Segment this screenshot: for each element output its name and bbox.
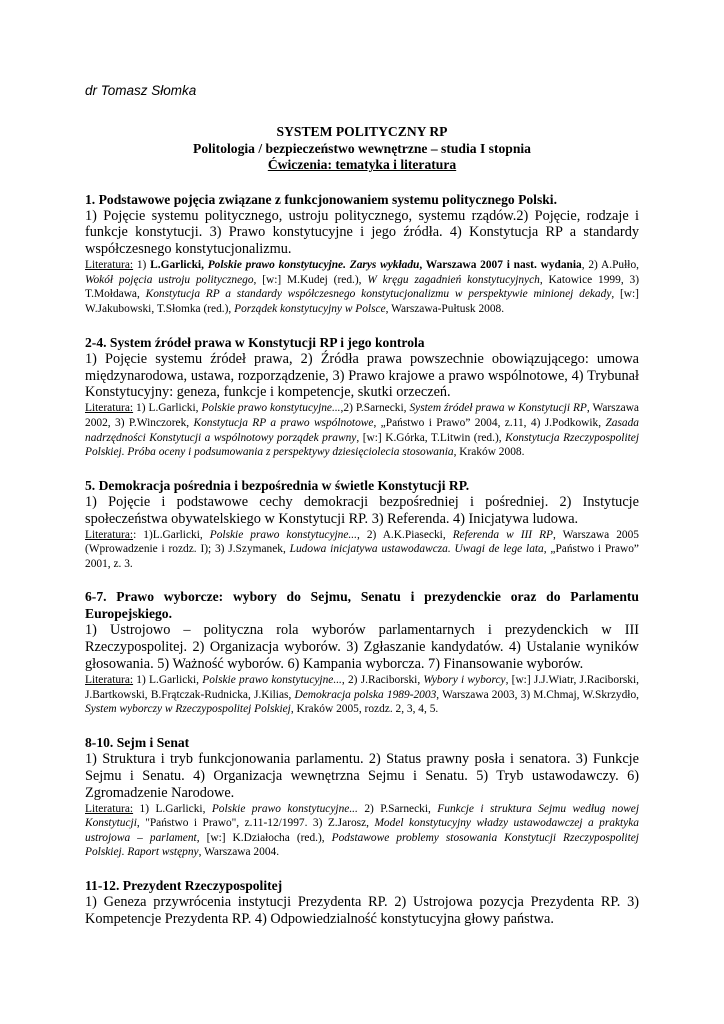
section-title: 5. Demokracja pośrednia i bezpośrednia w świetle Konstytucji RP. bbox=[85, 477, 470, 493]
literature-run: Konstytucja RP a prawo wspólnotowe bbox=[193, 416, 374, 429]
literature-run: , [w:] W.Jakubowski, T.Słomka (red.), bbox=[85, 288, 639, 315]
literature-run: , Warszawa-Pułtusk 2008. bbox=[385, 303, 505, 315]
literature-run: , [w:] K.Górka, T.Litwin (red.), bbox=[356, 431, 506, 444]
section-body: 1) Pojęcie i podstawowe cechy demokracji bezpośredniej i pośredniej. 2) Instytucje społeczeństwa obywatelskiego w Konstytucji RP. 3) Referenda. 4) Inicjatywa ludowa. bbox=[85, 493, 639, 527]
section-title: 1. Podstawowe pojęcia związane z funkcjonowaniem systemu politycznego Polski. bbox=[85, 191, 557, 207]
section-title: 6-7. Prawo wyborcze: wybory do Sejmu, Senatu i prezydenckie oraz do Parlamentu Europejskiego. bbox=[85, 589, 639, 622]
literature-run: , 2) J.Raciborski, bbox=[341, 674, 424, 686]
literature-label: Literatura: bbox=[85, 259, 134, 272]
literature-run: 2) P.Sarnecki, bbox=[357, 802, 438, 815]
literature-run: L.Garlicki, bbox=[155, 802, 212, 815]
literature-run: Model konstytucyjny władzy ustawodawczej a praktyka ustrojowa – parlament bbox=[85, 817, 639, 844]
literature-run: , Kraków 2008. bbox=[453, 446, 525, 459]
section-body: 1) Ustrojowo – polityczna rola wyborów parlamentarnych i prezydenckich w III Rzeczypospolitej. 2) Organizacja wyborów. 3) Zgłaszanie kandydatów. 4) Ustalanie wyników głosowania. 5) Ważność wyborów. 6) Kampania wyborcza. 7) Finansowanie wyborów. bbox=[85, 622, 639, 673]
literature-separator: 1) bbox=[133, 402, 149, 415]
section-title: 11-12. Prezydent Rzeczypospolitej bbox=[85, 877, 283, 893]
section-body: 1) Geneza przywrócenia instytucji Prezydenta RP. 2) Ustrojowa pozycja Prezydenta RP. 3) Kompetencje Prezydenta RP. 4) Odpowiedzialność konstytucyjna głowy państwa. bbox=[85, 893, 639, 927]
literature-run: Zasada nadrzędności Konstytucji a wspólnotowy porządek prawny bbox=[85, 416, 640, 444]
literature-run: L.Garlicki, bbox=[149, 674, 203, 686]
literature-text bbox=[85, 803, 639, 859]
literature-run: Polskie prawo konstytucyjne... bbox=[209, 528, 357, 541]
literature-run: Konstytucja Rzeczypospolitej Polskiej. Próba oceny i podsumowania z perspektywy dziesięciolecia stosowania bbox=[85, 431, 639, 459]
literature-separator: 1) bbox=[133, 674, 150, 686]
section-4 bbox=[85, 588, 639, 717]
literature-run: , Warszawa 2007 i nast. wydania bbox=[419, 259, 582, 272]
section-body: 1) Pojęcie systemu źródeł prawa, 2) Źródła prawa powszechnie obowiązującego: umowa międzynarodowa, ustawa, rozporządzenie, 3) Prawo krajowe a prawo wspólnotowe, 4) Trybunał Konstytucyjny: geneza, funkcje i kompetencje, skutki orzeczeń. bbox=[85, 350, 639, 401]
section-literature bbox=[85, 802, 639, 860]
literature-run: , [w:] J.J.Wiatr, J.Raciborski, J.Bartkowski, B.Frątczak-Rudnicka, J.Kilias, bbox=[85, 674, 639, 701]
section-title: 8-10. Sejm i Senat bbox=[85, 734, 190, 750]
literature-run: , Warszawa 2004. bbox=[198, 846, 280, 859]
literature-run: , „Państwo i Prawo” 2001, z. 3. bbox=[85, 543, 639, 570]
document-header bbox=[85, 124, 639, 174]
document-subtitle: Politologia / bezpieczeństwo wewnętrzne – studia I stopnia bbox=[193, 140, 531, 156]
section-literature bbox=[85, 258, 639, 316]
section-5 bbox=[85, 734, 639, 860]
literature-separator: 1) bbox=[133, 259, 151, 272]
section-3 bbox=[85, 477, 639, 572]
section-literature bbox=[85, 401, 639, 459]
literature-run: L.Garlicki, bbox=[150, 259, 208, 272]
literature-separator: 1) bbox=[133, 802, 156, 815]
section-1 bbox=[85, 191, 639, 317]
literature-run: Polskie prawo konstytucyjne... bbox=[211, 802, 358, 815]
document-subtitle-2: Ćwiczenia: tematyka i literatura bbox=[267, 157, 457, 172]
literature-run: , [w:] M.Kudej (red.), bbox=[253, 273, 368, 286]
literature-run: Konstytucja RP a standardy współczesnego konstytucjonalizmu w perspektywie minionej dekady bbox=[145, 288, 612, 301]
literature-run: Wokół pojęcia ustroju politycznego bbox=[85, 273, 254, 286]
document-title: SYSTEM POLITYCZNY RP bbox=[276, 124, 448, 139]
literature-run: Polskie prawo konstytucyjne... bbox=[202, 674, 342, 686]
literature-label: Literatura: bbox=[85, 528, 134, 541]
section-body: 1) Pojęcie systemu politycznego, ustroju politycznego, systemu rządów.2) Pojęcie, rodzaje i funkcje konstytucji. 3) Prawo konstytucyjne i jego źródła. 4) Konstytucja RP a standardy współczesnego konstytucjonalizmu. bbox=[85, 207, 639, 258]
literature-text bbox=[85, 259, 639, 315]
literature-run: System źródeł prawa w Konstytucji RP bbox=[409, 402, 587, 415]
literature-run: Wybory i wyborcy bbox=[423, 674, 506, 686]
literature-run: Porządek konstytucyjny w Polsce bbox=[234, 303, 386, 315]
section-body: 1) Struktura i tryb funkcjonowania parlamentu. 2) Status prawny posła i senatora. 3) Funkcje Sejmu i Senatu. 4) Organizacja wewnętrzna Sejmu i Senatu. 5) Tryb ustawodawczy. 6) Zgromadzenie Narodowe. bbox=[85, 750, 639, 801]
literature-run: , Warszawa 2005 (Wprowadzenie i rozdz. I); 3) J.Szymanek, bbox=[85, 528, 639, 556]
literature-label: Literatura: bbox=[85, 674, 134, 686]
literature-label: Literatura: bbox=[85, 402, 134, 415]
author: dr Tomasz Słomka bbox=[85, 83, 197, 98]
literature-run: W kręgu zagadnień konstytucyjnych bbox=[367, 273, 540, 286]
literature-run: , Warszawa 2002, 3) P.Winczorek, bbox=[85, 402, 639, 429]
literature-run: , Kraków 2005, rozdz. 2, 3, 4, 5. bbox=[290, 703, 439, 716]
literature-separator: : 1) bbox=[133, 528, 153, 541]
literature-run: , 2) A.Pułło, bbox=[581, 259, 639, 272]
section-title: 2-4. System źródeł prawa w Konstytucji RP i jego kontrola bbox=[85, 334, 425, 350]
literature-text bbox=[85, 529, 639, 570]
literature-run: Demokracja polska 1989-2003 bbox=[294, 688, 437, 701]
section-literature bbox=[85, 528, 639, 572]
literature-text bbox=[85, 674, 639, 715]
literature-run: System wyborczy w Rzeczypospolitej Polskiej bbox=[85, 703, 291, 716]
literature-run: Ludowa inicjatywa ustawodawcza. Uwagi de lege lata bbox=[289, 543, 544, 556]
literature-run: , 2) A.K.Piasecki, bbox=[356, 528, 453, 541]
literature-run: L.Garlicki, bbox=[152, 528, 210, 541]
literature-text bbox=[85, 402, 639, 458]
literature-label: Literatura: bbox=[85, 802, 134, 815]
literature-run: L.Garlicki, bbox=[148, 402, 202, 415]
document-page bbox=[85, 82, 639, 945]
section-6 bbox=[85, 877, 639, 928]
literature-run: , „Państwo i Prawo” 2004, z.11, 4) J.Podkowik, bbox=[373, 416, 606, 429]
literature-run: Funkcje i struktura Sejmu według nowej Konstytucji bbox=[85, 802, 640, 830]
literature-run: Referenda w III RP bbox=[452, 528, 554, 541]
literature-run: Polskie prawo konstytucyjne... bbox=[201, 402, 341, 415]
section-literature bbox=[85, 673, 639, 717]
literature-run: ,2) P.Sarnecki, bbox=[340, 402, 410, 415]
section-2 bbox=[85, 334, 639, 460]
literature-run: , Katowice 1999, 3) T.Mołdawa, bbox=[85, 273, 640, 301]
literature-run: Polskie prawo konstytucyjne. Zarys wykładu bbox=[207, 259, 420, 272]
literature-run: , [w:] K.Działocha (red.), bbox=[196, 831, 332, 844]
literature-run: , "Państwo i Prawo", z.11-12/1997. 3) Z.Jarosz, bbox=[136, 817, 375, 830]
literature-run: Podstawowe problemy stosowania Konstytucji Rzeczypospolitej Polskiej. Raport wstępny bbox=[85, 831, 639, 859]
literature-run: , Warszawa 2003, 3) M.Chmaj, W.Skrzydło, bbox=[436, 688, 640, 701]
